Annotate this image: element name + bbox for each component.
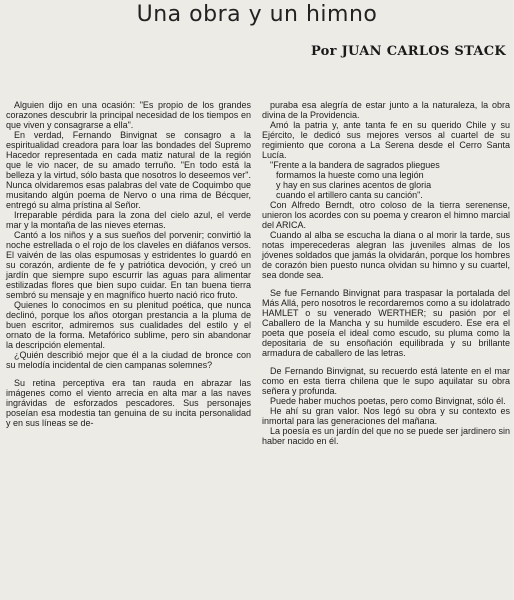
right-column	[262, 100, 510, 446]
article-title: Una obra y un himno	[136, 2, 378, 27]
poem-line: "Frente a la bandera de sagrados pliegues	[270, 160, 440, 170]
paragraph: He ahí su gran valor. Nos legó su obra y su contexto es inmortal para las generaciones del mañana.	[262, 406, 510, 426]
paragraph: ¿Quién describió mejor que él a la ciudad de bronce con su melodía incidental de cien campanas solemnes?	[6, 350, 251, 370]
paragraph: Se fue Fernando Binvignat para traspasar la portalada del Más Allá, pero nosotros le recordaremos como a su idolatrado HAMLET o su venerado WERTHER; su pasión por el Caballero de la Mancha y su humilde escudero. Ese era el poeta que poseía el ideal como escudo, su pluma como la depositaria de su ensoñación equilibrada y su brillante armadura de caballero de las letras.	[262, 288, 510, 358]
paragraph: Su retina perceptiva era tan rauda en abrazar las imágenes como el viento arrecia en alta mar a las naves ingrávidas de esforzados pescadores. Sus personajes poseían esa modestia tan genuina de su incita personalidad y en sus líneas se de-	[6, 378, 251, 428]
poem-line: formamos la hueste como una legión	[276, 170, 424, 180]
paragraph: Irreparable pérdida para la zona del cielo azul, el verde mar y la montaña de las nieves eternas.	[6, 210, 251, 230]
paragraph: De Fernando Binvignat, su recuerdo está latente en el mar como en esta tierra chilena que le supo aquilatar su obra señera y profunda.	[262, 366, 510, 396]
paragraph: puraba esa alegría de estar junto a la naturaleza, la obra divina de la Providencia.	[262, 100, 510, 120]
poem-line: y hay en sus clarines acentos de gloria	[276, 180, 432, 190]
paragraph: Cuando al alba se escucha la diana o al morir la tarde, sus notas imperecederas alegran las juveniles almas de los jóvenes soldados que jamás la olvidarán, porque los hombres de corazón bien puesto nunca olvidan su himno y su cuartel, sea donde sea.	[262, 230, 510, 280]
paragraph: Quienes lo conocimos en su plenitud poética, que nunca declinó, porque los años otorgan prestancia a la pluma de buen escritor, admiremos sus cualidades del estilo y el ornato de la forma. Metafórico sublime, pero sin abandonar la descripción elemental.	[6, 300, 251, 350]
paragraph: La poesía es un jardín del que no se puede ser jardinero sin haber nacido en él.	[262, 426, 510, 446]
left-column	[6, 100, 251, 428]
paragraph: Cantó a los niños y a sus sueños del porvenir; convirtió la noche estrellada o el rojo de los claveles en diáfanos versos. El vaivén de las olas espumosas y estridentes lo guardó en su corazón, ardiente de fe y patriótica devoción, y creó un jardín que siempre supo escurrir las aguas para alimentar estilizadas flores que bien supo cuidar. En tan buena tierra sembró su mensaje y en magnífico huerto nació rico fruto.	[6, 230, 251, 300]
poem-line: cuando el artillero canta su canción".	[276, 190, 423, 200]
paragraph: Alguien dijo en una ocasión: "Es propio de los grandes corazones descubrir la principal necesidad de los tiempos en que viven y consagrarse a ella".	[6, 100, 251, 130]
paragraph: Puede haber muchos poetas, pero como Binvignat, sólo él.	[270, 396, 506, 406]
article-byline: Por JUAN CARLOS STACK	[310, 44, 506, 59]
paragraph: Con Alfredo Berndt, otro coloso de la tierra serenense, unieron los acordes con su poema y crearon el himno marcial del ARICA.	[262, 200, 510, 230]
paragraph: Amó la patria y, ante tanta fe en su querido Chile y su Ejército, le dedicó sus mejores versos al cuartel de su regimiento que corona a La Serena desde el Cerro Santa Lucía.	[262, 120, 510, 160]
paragraph: En verdad, Fernando Binvignat se consagro a la espiritualidad creadora para loar las bondades del Supremo Hacedor representada en cada matiz natural de la región que le vio nacer, de su amado terruño. "En todo está la belleza y la virtud, sólo basta que nosotros lo deseemos ver". Nunca olvidaremos esas palabras del vate de Coquimbo que musitando algún poema de Nervo o una rima de Bécquer, entregó su alma prístina al Señor.	[6, 130, 251, 210]
